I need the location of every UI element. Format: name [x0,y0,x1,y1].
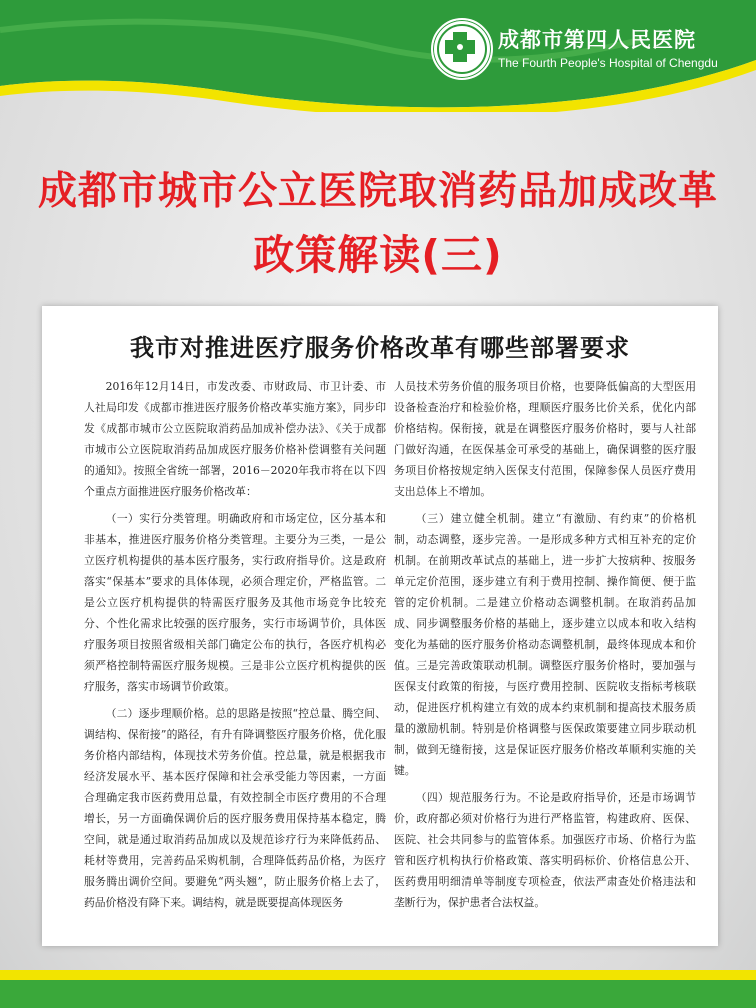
paragraph-4: （四）规范服务行为。不论是政府指导价，还是市场调节价，政府都必须对价格行为进行严格监管，构建政府、医保、医院、社会共同参与的监管体系。加强医疗市场、价格行为监管和医疗机构执行价格政策、落实明码标价、价格信息公开、医药费用明细清单等制度专项检查，依法严肃查处价格违法和垄断行为，保护患者合法权益。 [394,791,696,909]
hospital-name-en: The Fourth People's Hospital of Chengdu [498,56,718,70]
footer-band [0,970,756,1008]
article-subtitle: 我市对推进医疗服务价格改革有哪些部署要求 [130,334,630,362]
paragraph-2: （二）逐步理顺价格。总的思路是按照“控总量、腾空间、调结构、保衔接”的路径，有升有降调整医疗服务价格，优化服务价格内部结构，体现技术劳务价值。控总量，就是根据我市经济发展水平、基本医疗保障和社会承受能力等因素，一方面合理确定我市医药费用总量，有效控制全市医疗费用的不合理增长，另一方面确保调价后的医疗服务费用保持基本稳定，腾空间，就是通过取消药品加成以及规范诊疗行为来降低药品、耗材等费用，完善药品采购机制，合理降低药品价格，为医疗服务腾出调价空间。要避免“两头翘”，防止服务价格上去了，药品价格没有降下来。调结构，就是既要提高体现医务 [84,707,386,909]
right-column [394,376,696,919]
paragraph-3: （三）建立健全机制。建立“有激励、有约束”的价格机制，动态调整，逐步完善。一是形成多种方式相互补充的定价机制。在前期改革试点的基础上，进一步扩大按病种、按服务单元定价范围，逐步建立有利于费用控制、操作简便、便于监管的定价机制。二是建立价格动态调整机制。在取消药品加成、同步调整服务价格的基础上，逐步建立以成本和收入结构变化为基础的医疗服务价格动态调整机制，最终体现成本和价值。三是完善政策联动机制。调整医疗服务价格时，要加强与医保支付政策的衔接，与医疗费用控制、医院收支指标考核联动，促进医疗机构建立有效的成本约束机制和提高技术服务质量的激励机制。特别是价格调整与医保政策要建立同步联动机制，做到无缝衔接，这是保证医疗服务价格改革顺利实施的关键。 [394,512,696,777]
main-title-line1: 成都市城市公立医院取消药品加成改革 [37,169,718,214]
hospital-emblem-icon [431,18,493,80]
paragraph-2-cont: 人员技术劳务价值的服务项目价格，也要降低偏高的大型医用设备检查治疗和检验价格，理顺医疗服务比价关系，优化内部价格结构。保衔接，就是在调整医疗服务价格时，要与人社部门做好沟通，在医保基金可承受的基础上，确保调整的医疗服务项目价格按规定纳入医保支付范围，保障参保人员医疗费用支出总体上不增加。 [394,380,696,498]
footer-stripe [0,970,756,980]
header-band [0,0,756,112]
main-title-line2: 政策解读(三) [253,231,503,279]
paragraph-1: （一）实行分类管理。明确政府和市场定位，区分基本和非基本，推进医疗服务价格分类管理。主要分为三类，一是公立医疗机构提供的基本医疗服务，实行政府指导价。这是政府落实“保基本”要求的具体体现，必须合理定价，严格监管。二是公立医疗机构提供的特需医疗服务及其他市场竞争比较充分、个性化需求比较强的医疗服务，实行市场调节价，具体医疗服务项目按照省级相关部门确定公布的执行，各医疗机构必须严格控制特需医疗服务规模。三是非公立医疗机构提供的医疗服务，落实市场调节价政策。 [84,512,386,693]
article-panel [42,306,718,946]
hospital-name-cn: 成都市第四人民医院 [498,28,696,52]
left-column [84,376,386,919]
paragraph-intro: 2016年12月14日，市发改委、市财政局、市卫计委、市人社局印发《成都市推进医疗服务价格改革实施方案》，同步印发《成都市城市公立医院取消药品加成补偿办法》、《关于成都市城市公立医院取消药品加成医疗服务价格补偿调整有关问题的通知》。按照全省统一部署，2016－2020年我市将在以下四个重点方面推进医疗服务价格改革： [84,380,386,498]
